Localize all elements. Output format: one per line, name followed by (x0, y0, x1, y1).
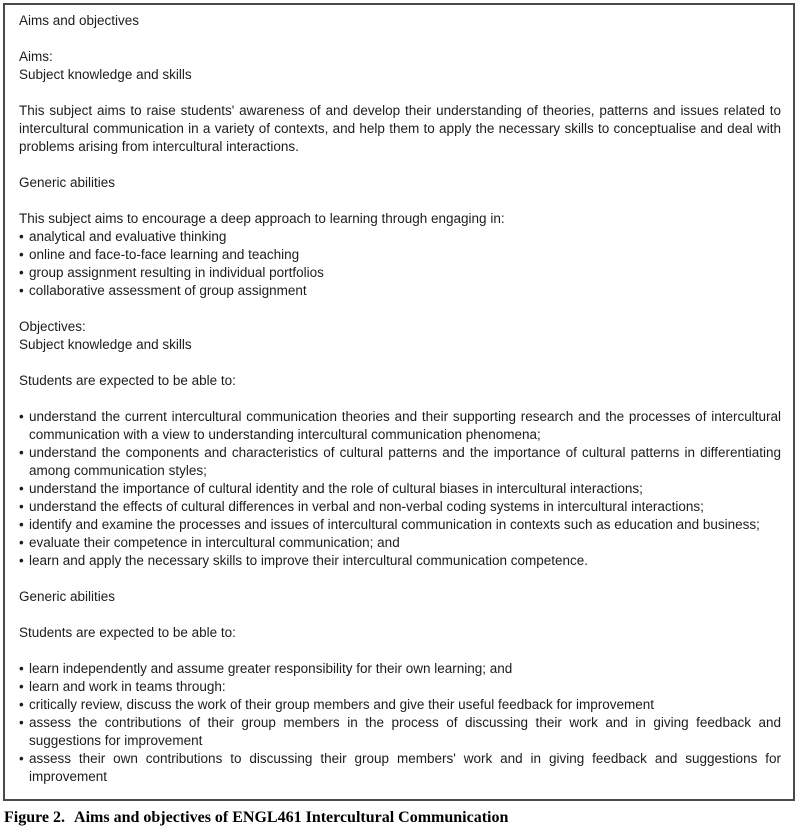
text-line: Students are expected to be able to: (19, 373, 236, 388)
list-lead: This subject aims to encourage a deep approach to learning through engaging in: (19, 211, 505, 226)
text-block (19, 372, 781, 390)
figure-page (0, 3, 799, 835)
figure-caption-label: Figure 2. (4, 809, 66, 826)
list-item-text: assess their own contributions to discussing their group members' work and in giving feedback and suggestions for improvement (29, 751, 781, 784)
list-item (19, 228, 781, 246)
list-item (19, 408, 781, 444)
bullet-icon: • (19, 247, 24, 262)
list-item-text: understand the effects of cultural differences in verbal and non-verbal coding systems in intercultural interactions; (29, 499, 704, 514)
bullet-icon: • (19, 445, 24, 460)
bullet-icon: • (19, 697, 24, 712)
list-item (19, 696, 781, 714)
list-item (19, 444, 781, 480)
list-item-text: understand the components and characteristics of cultural patterns and the importance of cultural patterns in differentiating among communication styles; (29, 445, 781, 478)
text-block (19, 624, 781, 642)
figure-caption (4, 809, 799, 827)
list-item-text: assess the contributions of their group members in the process of discussing their work and in giving feedback and suggestions for improvement (29, 715, 781, 748)
bullet-icon: • (19, 229, 24, 244)
list-item-text: learn independently and assume greater responsibility for their own learning; and (29, 661, 513, 676)
text-block (19, 318, 781, 354)
text-line: Students are expected to be able to: (19, 625, 236, 640)
list-item-text: learn and apply the necessary skills to improve their intercultural communication competence. (29, 553, 589, 568)
bullet-list (19, 228, 781, 300)
bullet-icon: • (19, 517, 24, 532)
list-item-text: understand the current intercultural communication theories and their supporting research and the processes of intercultural communication with a view to understanding intercultural communication phenomena; (29, 409, 781, 442)
list-item-text: learn and work in teams through: (29, 679, 226, 694)
list-item (19, 480, 781, 498)
list-item-text: evaluate their competence in intercultural communication; and (29, 535, 400, 550)
list-item (19, 534, 781, 552)
bullet-icon: • (19, 409, 24, 424)
bullet-icon: • (19, 499, 24, 514)
bullet-icon: • (19, 553, 24, 568)
list-item-text: online and face-to-face learning and teaching (29, 247, 300, 262)
list-item (19, 498, 781, 516)
figure-caption-text: Aims and objectives of ENGL461 Intercultural Communication (74, 809, 509, 826)
bullet-icon: • (19, 661, 24, 676)
list-item-text: understand the importance of cultural identity and the role of cultural biases in intercultural interactions; (29, 481, 643, 496)
bullet-icon: • (19, 715, 24, 730)
text-line: Generic abilities (19, 175, 116, 190)
text-block (19, 588, 781, 606)
list-item (19, 678, 781, 696)
text-block (19, 408, 781, 570)
bullet-icon: • (19, 481, 24, 496)
list-item (19, 264, 781, 282)
text-block (19, 12, 781, 30)
list-item-text: identify and examine the processes and issues of intercultural communication in contexts such as education and business; (29, 517, 760, 532)
bullet-icon: • (19, 283, 24, 298)
text-block (19, 174, 781, 192)
bullet-icon: • (19, 751, 24, 766)
aims-objectives-box (3, 3, 795, 801)
list-item-text: critically review, discuss the work of their group members and give their useful feedback for improvement (29, 697, 655, 712)
paragraph: This subject aims to raise students' awareness of and develop their understanding of theories, patterns and issues related to intercultural communication in a variety of contexts, and help them to apply the necessary skills to conceptualise and deal with problems arising from intercultural interactions. (19, 103, 781, 154)
text-block (19, 210, 781, 300)
text-line: Subject knowledge and skills (19, 337, 192, 352)
bullet-icon: • (19, 679, 24, 694)
bullet-icon: • (19, 535, 24, 550)
bullet-icon: • (19, 265, 24, 280)
text-line: Objectives: (19, 319, 86, 334)
bullet-list (19, 408, 781, 570)
list-item (19, 516, 781, 534)
list-item (19, 282, 781, 300)
text-line: Subject knowledge and skills (19, 67, 192, 82)
list-item-text: analytical and evaluative thinking (29, 229, 227, 244)
list-item (19, 660, 781, 678)
text-line: Aims: (19, 49, 53, 64)
list-item (19, 714, 781, 750)
bullet-list (19, 660, 781, 786)
list-item-text: collaborative assessment of group assignment (29, 283, 307, 298)
list-item (19, 552, 781, 570)
list-item-text: group assignment resulting in individual portfolios (29, 265, 324, 280)
text-line: Aims and objectives (19, 13, 140, 28)
text-block (19, 660, 781, 786)
text-line: Generic abilities (19, 589, 116, 604)
text-block (19, 48, 781, 84)
list-item (19, 750, 781, 786)
list-item (19, 246, 781, 264)
